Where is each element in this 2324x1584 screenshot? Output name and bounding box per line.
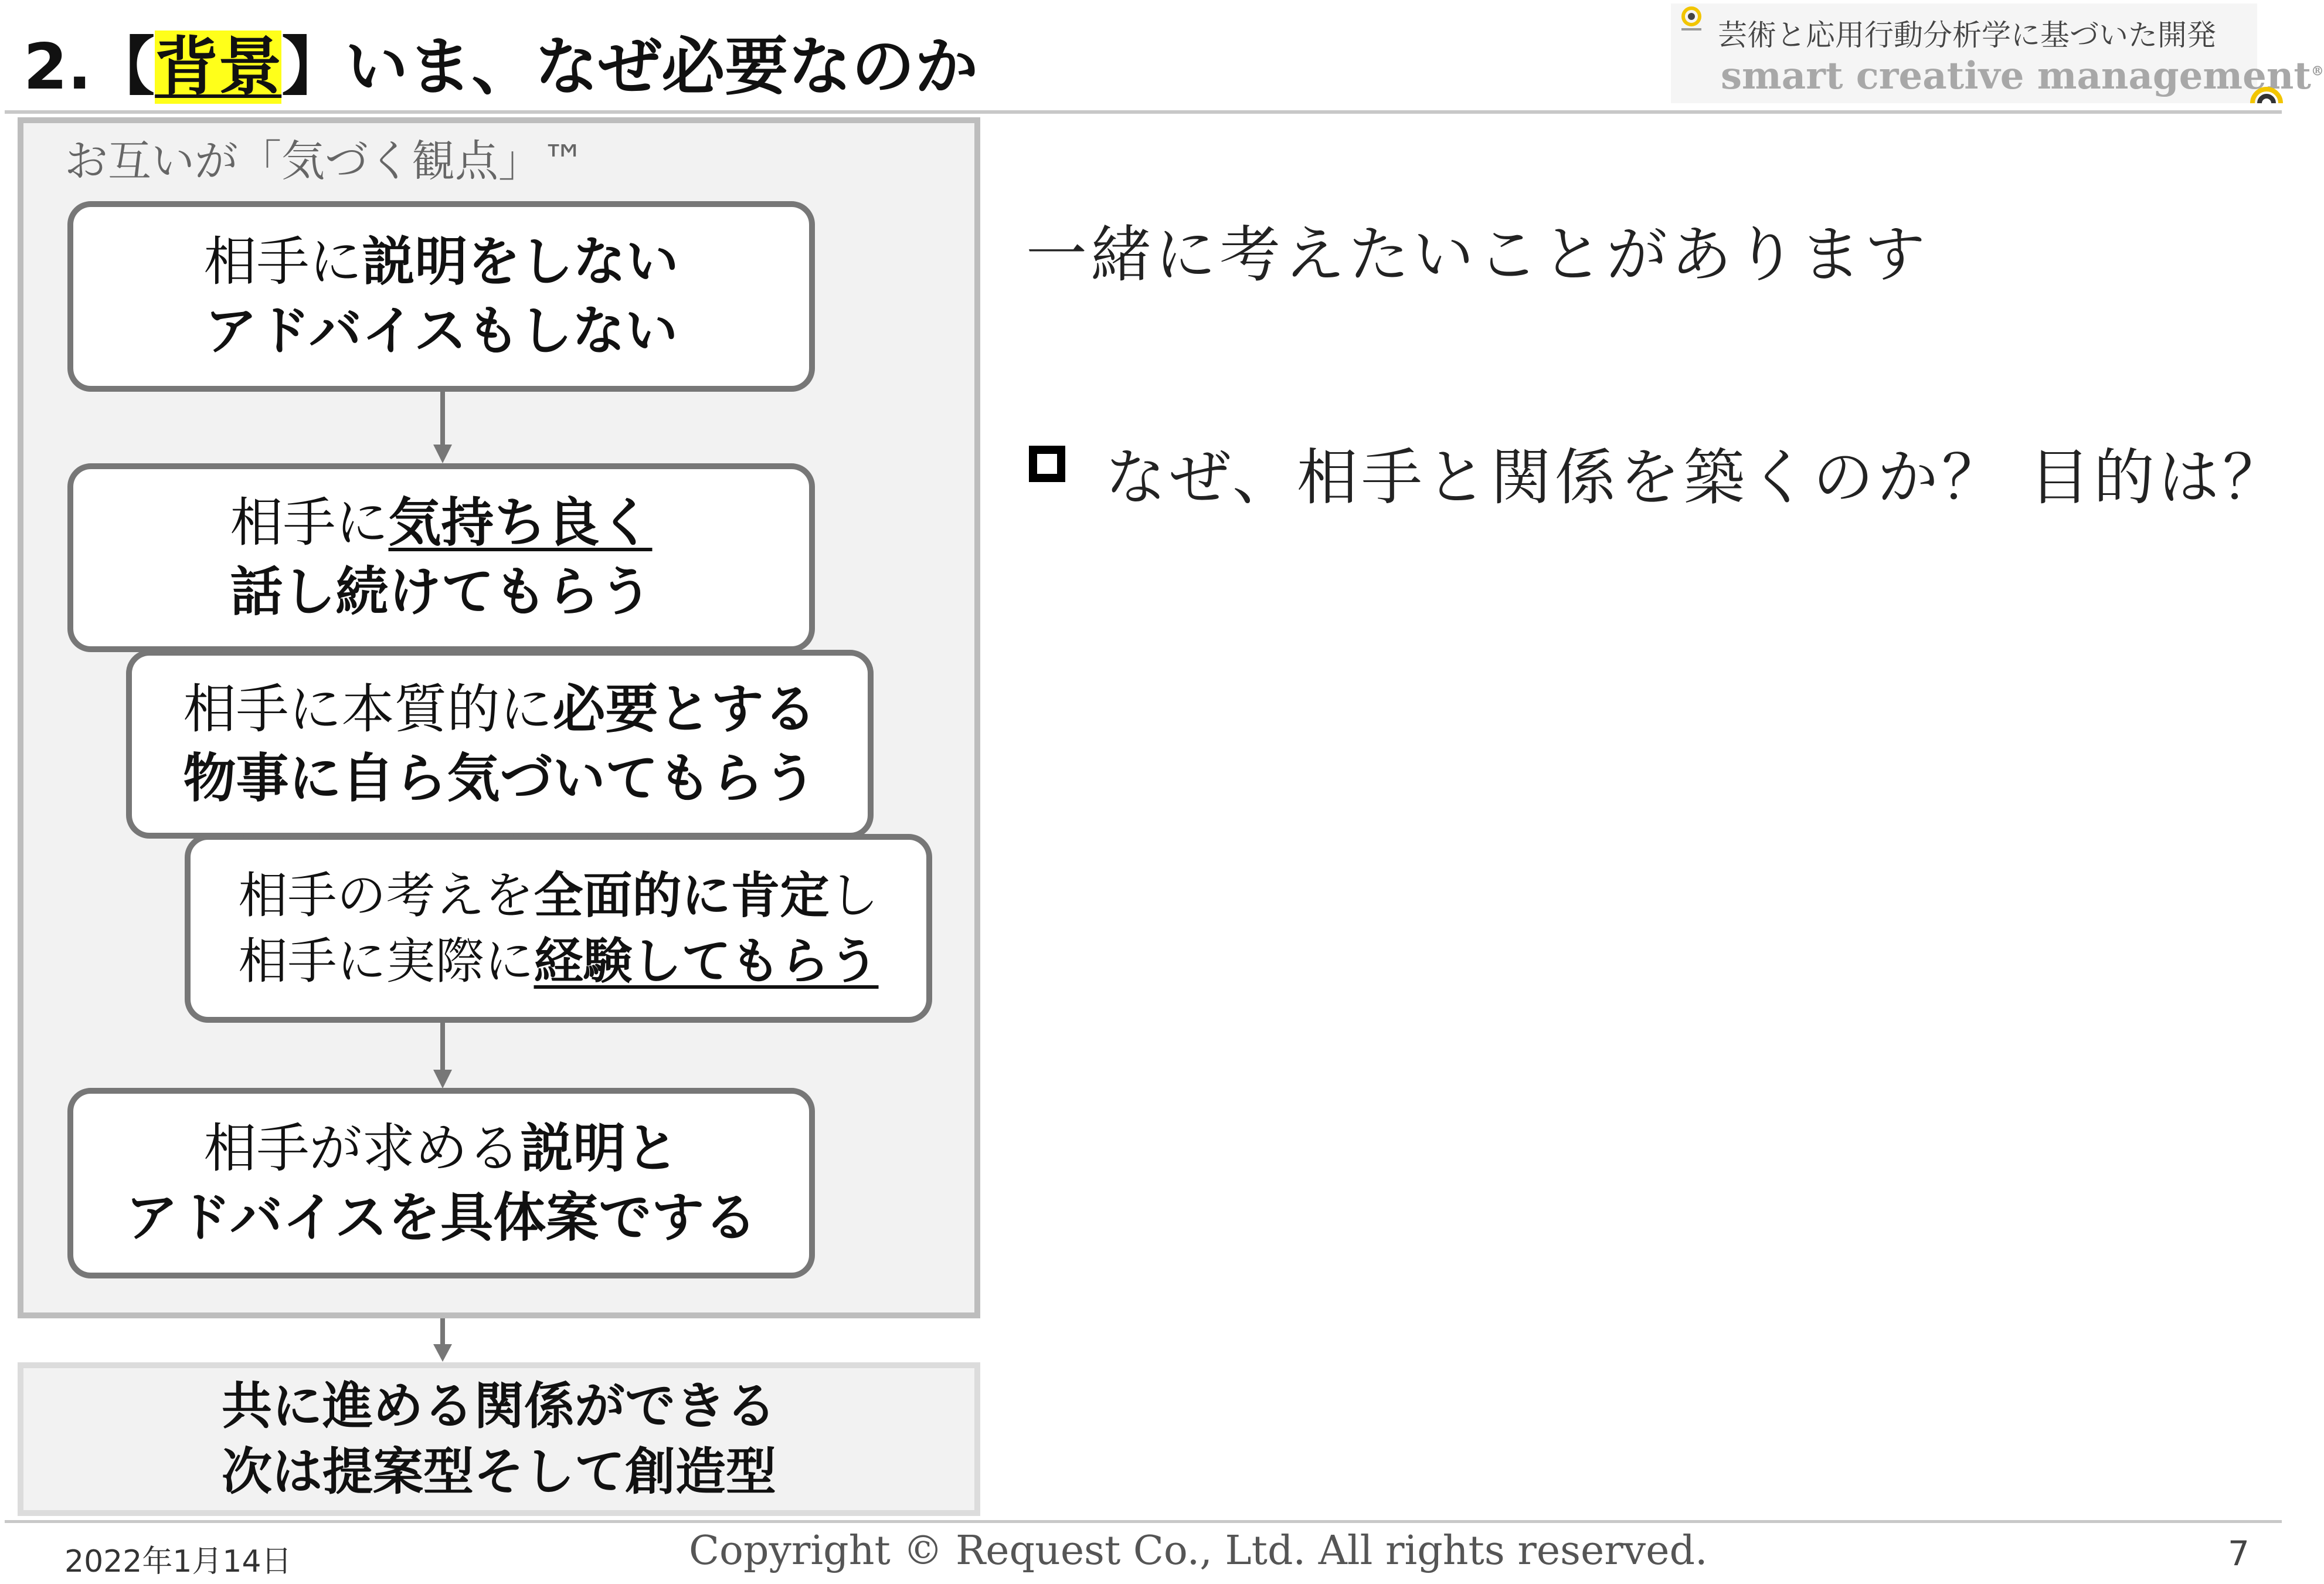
title-prefix: 2.【: [23, 30, 155, 104]
brand-logo-icon: [1677, 5, 1706, 34]
brand-name-text: smart creative management: [1721, 54, 2311, 98]
step4-regular-b: し: [829, 867, 879, 924]
step5-line1: [204, 1114, 679, 1183]
result-line1: 共に進める関係ができる: [222, 1377, 776, 1436]
dotted-connector: [220, 833, 835, 839]
step3-line2: [184, 744, 817, 813]
step-no-explanation: [67, 201, 815, 392]
title-suffix: 】いま、なぜ必要なのか: [281, 30, 978, 104]
page-title: [23, 23, 978, 111]
step-give-advice: [67, 1088, 815, 1278]
arrow-down-icon: [431, 1318, 454, 1363]
step4-underlined-text: 経験してもらう: [534, 932, 879, 990]
footer-date: 2022年1月14日: [64, 1544, 292, 1579]
brand-name: [1721, 54, 2324, 98]
footer-divider: [5, 1520, 2282, 1523]
step1-bold-text: 説明をしない: [362, 230, 679, 293]
step4-regular-a: 相手の考えを: [238, 867, 534, 924]
step1-regular-text: 相手に: [203, 230, 362, 293]
step3-line1: [184, 675, 817, 744]
step2-line2: [230, 558, 653, 627]
step5-bold-text: 説明と: [520, 1117, 679, 1179]
footer-copyright: Copyright © Request Co., Ltd. All rights reserved.: [689, 1528, 1708, 1574]
panel-title: お互いが「気づく観点」™: [64, 136, 585, 186]
arrow-down-icon: [431, 1023, 454, 1090]
title-highlight: 背景: [155, 30, 282, 104]
step4-line2-regular: 相手に実際に: [238, 932, 534, 990]
step-talk-comfortably: [67, 463, 815, 652]
step5-line2: [125, 1183, 757, 1253]
step1-line2: [205, 297, 678, 366]
step5-regular-text: 相手が求める: [203, 1117, 521, 1179]
step2-line1: [230, 489, 653, 558]
step2-line2-text: 話し続けてもらう: [230, 561, 653, 623]
step1-line1: [204, 228, 679, 297]
step4-bold-text: 全面的に肯定: [534, 867, 830, 924]
result-line2: 次は提案型そして創造型: [222, 1443, 776, 1501]
step4-line1: [238, 863, 878, 928]
brand-tagline: 芸術と応用行動分析学に基づいた開発: [1718, 18, 2216, 52]
checkbox-bullet-icon: [1029, 446, 1065, 482]
header-divider: [5, 110, 2282, 114]
registered-mark: ®: [2311, 63, 2324, 79]
step3-regular-text: 相手に本質的に: [183, 679, 553, 740]
step-self-awareness: [126, 650, 874, 839]
step2-regular-text: 相手に: [230, 492, 389, 554]
brand-mark-icon: [2249, 80, 2284, 103]
step3-bold-text: 必要とする: [552, 679, 817, 740]
arrow-down-icon: [431, 392, 454, 464]
result-box: [18, 1362, 980, 1516]
question-text: なぜ、相手と関係を築くのか？ 目的は？: [1105, 442, 2287, 513]
page-number: 7: [2228, 1534, 2250, 1573]
step3-line2-text: 物事に自ら気づいてもらう: [183, 748, 817, 809]
step-affirm-and-experience: [185, 834, 932, 1023]
step5-line2-text: アドバイスを具体案でする: [125, 1186, 757, 1249]
intro-text: 一緒に考えたいことがあります: [1026, 219, 1929, 290]
step4-line2: [238, 928, 878, 994]
step2-underlined-text: 気持ち良く: [388, 492, 653, 554]
dotted-connector: [158, 647, 774, 653]
step1-line2-text: アドバイスもしない: [204, 300, 678, 362]
